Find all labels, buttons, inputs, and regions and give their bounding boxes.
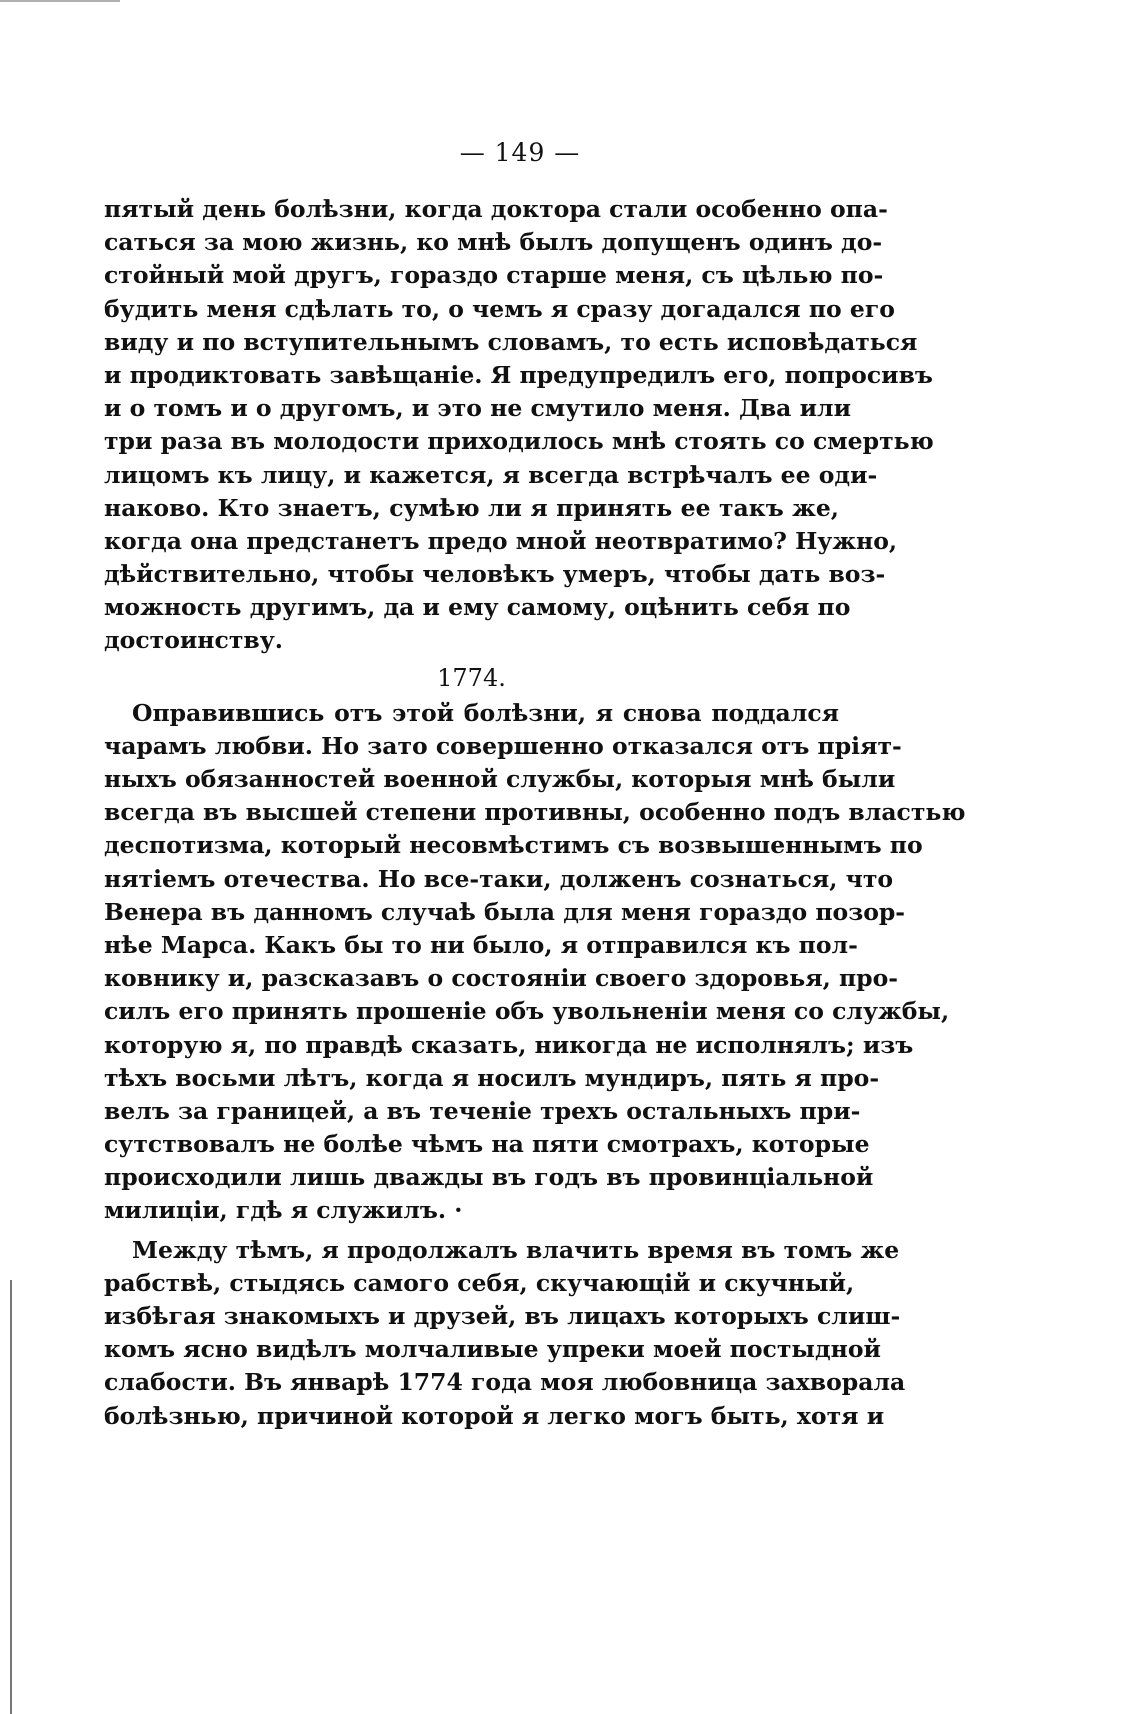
text-line: милиціи, гдѣ я служилъ. · [104, 1196, 463, 1225]
text-line: Оправившись отъ этой болѣзни, я снова поддался [132, 698, 839, 727]
paragraph-1 [104, 193, 934, 658]
page-body [104, 193, 966, 1433]
text-line: лицомъ къ лицу, и кажется, я всегда встрѣчалъ ее оди- [104, 460, 878, 489]
text-line: происходили лишь дважды въ годъ въ провинціальной [104, 1163, 874, 1192]
text-line: рабствѣ, стыдясь самого себя, скучающій и скучный, [104, 1268, 855, 1297]
text-line: избѣгая знакомыхъ и друзей, въ лицахъ которыхъ слиш- [104, 1302, 901, 1330]
text-line: болѣзнью, причиной которой я легко могъ быть, хотя и [104, 1401, 885, 1430]
text-line: деспотизма, который несовмѣстимъ съ возвышеннымъ по [104, 831, 923, 860]
scan-edge-top [0, 0, 120, 2]
text-line: которую я, по правдѣ сказать, никогда не исполнялъ; изъ [104, 1030, 914, 1059]
text-line: будить меня сдѣлать то, о чемъ я сразу догадался по его [104, 294, 895, 323]
text-line: Между тѣмъ, я продолжалъ влачить время въ томъ же [132, 1235, 900, 1264]
text-line: когда она предстанетъ предо мной неотвратимо? Нужно, [104, 526, 898, 555]
text-line: нѣе Марса. Какъ бы то ни было, я отправился къ пол- [104, 930, 858, 959]
paragraph-2 [104, 697, 966, 1228]
text-line: виду и по вступительнымъ словамъ, то есть исповѣдаться [104, 327, 918, 356]
text-line: дѣйствительно, чтобы человѣкъ умеръ, чтобы дать воз- [104, 560, 886, 589]
text-line: наково. Кто знаетъ, сумѣю ли я принять ее такъ же, [104, 493, 839, 522]
page-number: — 149 — [459, 138, 581, 167]
text-line: пятый день болѣзни, когда доктора стали особенно опа- [104, 195, 888, 223]
text-line: тѣхъ восьми лѣтъ, когда я носилъ мундиръ, пять я про- [104, 1063, 880, 1092]
section-year-heading: 1774. [437, 663, 506, 692]
text-line: сутствовалъ не болѣе чѣмъ на пяти смотрахъ, которые [104, 1130, 870, 1159]
text-line: достоинству. [104, 626, 283, 655]
text-line: можность другимъ, да и ему самому, оцѣнить себя по [104, 593, 851, 622]
paragraph-3 [104, 1234, 906, 1433]
text-line: саться за мою жизнь, ко мнѣ былъ допущенъ одинъ до- [104, 228, 883, 257]
scan-edge-left [10, 1280, 12, 1714]
text-line: и о томъ и о другомъ, и это не смутило меня. Два или [104, 394, 852, 423]
text-line: ковнику и, разсказавъ о состояніи своего здоровья, про- [104, 964, 899, 993]
text-line: и продиктовать завѣщаніе. Я предупредилъ его, попросивъ [104, 360, 933, 389]
text-line: чарамъ любви. Но зато совершенно отказался отъ пріят- [104, 731, 902, 760]
text-line: силъ его принять прошеніе объ увольненіи меня со службы, [104, 997, 950, 1026]
text-line: Венера въ данномъ случаѣ была для меня гораздо позор- [104, 897, 906, 926]
text-line: всегда въ высшей степени противны, особенно подъ властью [104, 798, 966, 827]
text-line: три раза въ молодости приходилось мнѣ стоять со смертью [104, 427, 934, 456]
text-line: велъ за границей, а въ теченіе трехъ остальныхъ при- [104, 1096, 861, 1125]
text-line: ныхъ обязанностей военной службы, которыя мнѣ были [104, 765, 896, 793]
text-line: нятіемъ отечества. Но все-таки, долженъ сознаться, что [104, 864, 894, 893]
text-line: стойный мой другъ, гораздо старше меня, съ цѣлью по- [104, 261, 884, 290]
text-line: слабости. Въ январѣ 1774 года моя любовница захворала [104, 1368, 906, 1397]
text-line: комъ ясно видѣлъ молчаливые упреки моей постыдной [104, 1335, 881, 1364]
